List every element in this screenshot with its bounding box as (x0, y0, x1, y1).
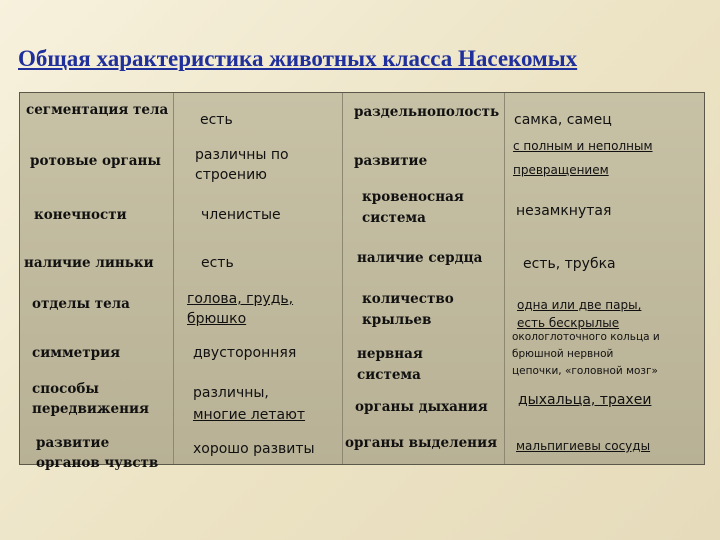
row-2-label: ротовые органы (30, 153, 161, 169)
row-1-label: сегментация тела (26, 102, 169, 118)
row-4-label: наличие линьки (24, 255, 154, 271)
row-8-label-line-2: органов чувств (36, 455, 159, 471)
row-8-label-2: органы выделения (345, 435, 498, 451)
row-8-value-2: мальпигиевы сосуды (516, 439, 651, 453)
row-8-label-line-1: развитие (36, 435, 110, 451)
row-5-value-line-2: брюшко (187, 311, 247, 327)
row-3-label-2-line-1: кровеносная (362, 189, 464, 205)
row-5-value-2-line-2: есть бескрылые (517, 316, 620, 330)
row-5-value-line-1: голова, грудь, (187, 291, 294, 307)
row-2-value-line-1: различны по (195, 147, 289, 163)
row-6-value-2-line-1: окологлоточного кольца и (512, 331, 660, 343)
row-5-label-2-line-1: количество (362, 291, 454, 307)
row-3-label: конечности (34, 207, 127, 223)
row-7-label-2: органы дыхания (355, 399, 488, 415)
row-3-label-2-line-2: система (362, 210, 426, 226)
column-divider (173, 93, 174, 464)
row-7-value-line-1: различны, (193, 385, 269, 401)
row-7-label-line-2: передвижения (32, 401, 149, 417)
row-5-label: отделы тела (32, 296, 130, 312)
row-7-label-line-1: способы (32, 381, 99, 397)
row-6-label-2-line-1: нервная (357, 346, 423, 362)
row-1-label-2: раздельнополость (354, 104, 500, 120)
characteristics-table (19, 92, 705, 471)
row-4-value-2: есть, трубка (523, 256, 616, 272)
row-4-value: есть (201, 255, 234, 271)
row-6-value-2-line-3: цепочки, «головной мозг» (512, 365, 658, 377)
column-divider (504, 93, 505, 464)
row-8-value: хорошо развиты (193, 441, 315, 457)
row-3-value-2: незамкнутая (516, 203, 612, 219)
row-1-value-2: самка, самец (514, 112, 612, 128)
column-divider (342, 93, 343, 464)
row-7-value-line-2: многие летают (193, 407, 306, 423)
page-title: Общая характеристика животных класса Насекомых (18, 46, 578, 71)
row-6-value-2-line-2: брюшной нервной (512, 348, 614, 360)
row-6-label: симметрия (32, 345, 121, 361)
row-4-label-2: наличие сердца (357, 250, 483, 266)
row-6-label-2-line-2: система (357, 367, 421, 383)
row-1-value: есть (200, 112, 233, 128)
row-2-label-2: развитие (354, 153, 428, 169)
row-7-value-2: дыхальца, трахеи (518, 392, 652, 408)
row-3-value: членистые (201, 207, 281, 223)
row-5-label-2-line-2: крыльев (362, 312, 432, 328)
row-2-value-2-line-2: превращением (513, 163, 609, 177)
row-2-value-2-line-1: с полным и неполным (513, 139, 653, 153)
row-2-value-line-2: строению (195, 167, 267, 183)
row-6-value: двусторонняя (193, 345, 297, 361)
row-5-value-2-line-1: одна или две пары, (517, 298, 642, 312)
